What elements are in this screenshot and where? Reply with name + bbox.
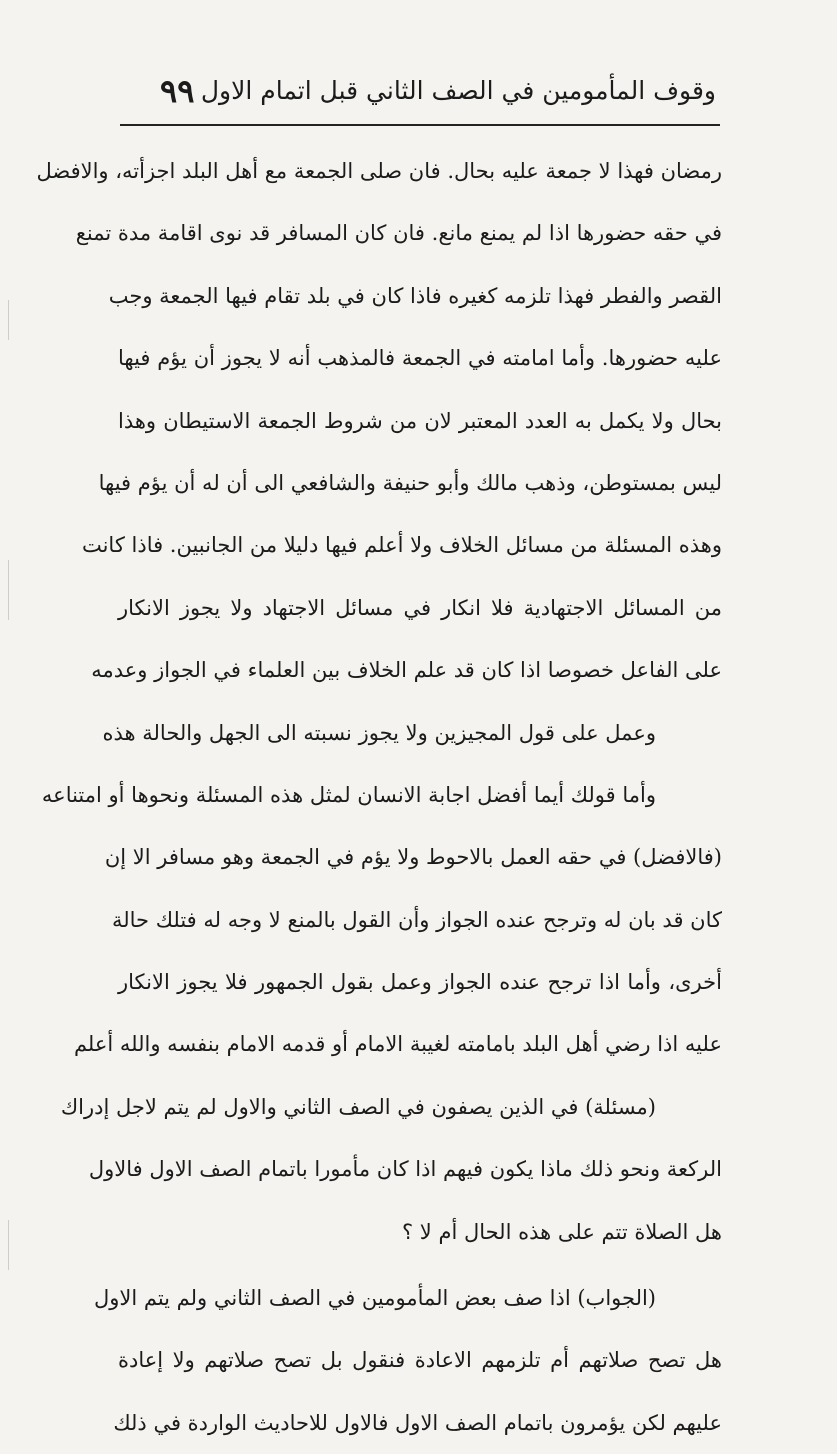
text-line: هل تصح صلاتهم أم تلزمهم الاعادة فنقول بل تصح صلاتهم ولا إعادة bbox=[118, 1348, 722, 1373]
text-line: كان قد بان له وترجح عنده الجواز وأن القول بالمنع لا وجه له فتلك حالة bbox=[111, 907, 722, 932]
text-line: وهذه المسئلة من مسائل الخلاف ولا أعلم فيها دليلا من الجانبين. فاذا كانت bbox=[81, 533, 722, 558]
header-rule bbox=[120, 124, 720, 126]
running-header bbox=[120, 72, 716, 120]
header-title: وقوف المأمومين في الصف الثاني قبل اتمام الاول bbox=[200, 76, 716, 105]
text-line: أخرى، وأما اذا ترجح عنده الجواز وعمل بقول الجمهور فلا يجوز الانكار bbox=[118, 970, 722, 995]
scan-margin-mark bbox=[8, 1220, 9, 1270]
text-line: الركعة ونحو ذلك ماذا يكون فيهم اذا كان مأمورا باتمام الصف الاول فالاول bbox=[88, 1157, 722, 1182]
text-line: في حقه حضورها اذا لم يمنع مانع. فان كان المسافر قد نوى اقامة مدة تمنع bbox=[75, 221, 722, 246]
text-line: بحال ولا يكمل به العدد المعتبر لان من شروط الجمعة الاستيطان وهذا bbox=[118, 408, 722, 433]
text-line: عليه حضورها. وأما امامته في الجمعة فالمذهب أنه لا يجوز أن يؤم فيها bbox=[118, 346, 722, 371]
text-line: هل الصلاة تتم على هذه الحال أم لا ؟ bbox=[401, 1219, 722, 1244]
body-text bbox=[36, 140, 722, 1454]
text-line: عليهم لكن يؤمرون باتمام الصف الاول فالاول للاحاديث الواردة في ذلك bbox=[113, 1410, 722, 1435]
text-line: من المسائل الاجتهادية فلا انكار في مسائل الاجتهاد ولا يجوز الانكار bbox=[118, 595, 722, 620]
text-line: ليس بمستوطن، وذهب مالك وأبو حنيفة والشافعي الى أن له أن يؤم فيها bbox=[98, 470, 722, 495]
text-line: القصر والفطر فهذا تلزمه كغيره فاذا كان في بلد تقام فيها الجمعة وجب bbox=[108, 283, 722, 308]
text-line: رمضان فهذا لا جمعة عليه بحال. فان صلى الجمعة مع أهل البلد اجزأته، والافضل bbox=[36, 159, 722, 183]
text-line: وعمل على قول المجيزين ولا يجوز نسبته الى الجهل والحالة هذه bbox=[102, 720, 656, 745]
page-number: ٩٩ bbox=[160, 72, 195, 110]
scan-margin-mark bbox=[8, 300, 9, 340]
question-heading-line: (مسئلة) في الذين يصفون في الصف الثاني والاول لم يتم لاجل إدراك bbox=[60, 1094, 656, 1119]
text-line: عليه اذا رضي أهل البلد بامامته لغيبة الامام أو قدمه الامام بنفسه والله أعلم bbox=[73, 1032, 722, 1057]
text-line: على الفاعل خصوصا اذا كان قد علم الخلاف بين العلماء في الجواز وعدمه bbox=[91, 658, 722, 683]
paragraph-start-line: وأما قولك أيما أفضل اجابة الانسان لمثل هذه المسئلة ونحوها أو امتناعه bbox=[41, 782, 656, 807]
text-line: (فالافضل) في حقه العمل بالاحوط ولا يؤم في الجمعة وهو مسافر الا إن bbox=[104, 845, 722, 870]
answer-heading-line: (الجواب) اذا صف بعض المأمومين في الصف الثاني ولم يتم الاول bbox=[93, 1286, 656, 1311]
scan-margin-mark bbox=[8, 560, 9, 620]
